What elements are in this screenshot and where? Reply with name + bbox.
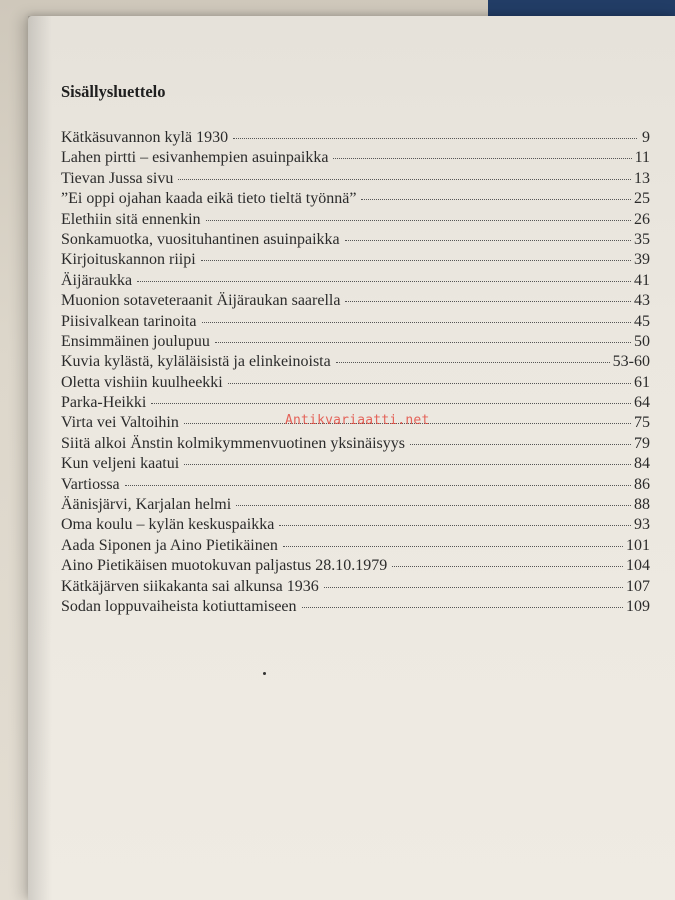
toc-entry-title: Sodan loppuvaiheista kotiuttamiseen bbox=[61, 597, 297, 615]
toc-entry bbox=[61, 598, 650, 618]
dot-leader bbox=[410, 444, 631, 445]
dot-leader bbox=[345, 301, 631, 302]
toc-entry bbox=[61, 455, 650, 475]
toc-entry bbox=[61, 435, 650, 455]
toc-entry-page: 107 bbox=[626, 577, 650, 595]
toc-list bbox=[61, 129, 650, 618]
toc-entry bbox=[61, 313, 650, 333]
toc-entry-title: Tievan Jussa sivu bbox=[61, 169, 174, 187]
toc-entry-page: 39 bbox=[634, 251, 650, 269]
dot-leader bbox=[279, 525, 631, 526]
dot-leader bbox=[324, 587, 623, 588]
dot-leader bbox=[336, 362, 610, 363]
toc-entry-title: Kätkäjärven siikakanta sai alkunsa 1936 bbox=[61, 577, 319, 595]
dot-leader bbox=[302, 607, 623, 608]
toc-entry-title: Kätkäsuvannon kylä 1930 bbox=[61, 129, 229, 146]
toc-entry-title: Äijäraukka bbox=[61, 271, 133, 289]
toc-entry-page: 64 bbox=[634, 394, 650, 412]
toc-entry-title: ”Ei oppi ojahan kaada eikä tieto tieltä työnnä” bbox=[61, 190, 357, 208]
toc-entry bbox=[61, 516, 650, 536]
toc-entry bbox=[61, 578, 650, 598]
toc-entry bbox=[61, 231, 650, 251]
dot-leader bbox=[236, 505, 631, 506]
toc-entry-page: 26 bbox=[634, 210, 650, 228]
dot-leader bbox=[215, 342, 631, 343]
dot-leader bbox=[345, 240, 631, 241]
toc-entry bbox=[61, 129, 650, 149]
toc-entry-page: 79 bbox=[634, 434, 650, 452]
toc-entry bbox=[61, 353, 650, 373]
dot-leader bbox=[184, 464, 631, 465]
toc-entry-page: 84 bbox=[634, 455, 650, 473]
toc-entry-title: Oletta vishiin kuulheekki bbox=[61, 373, 223, 391]
dot-leader bbox=[333, 158, 631, 159]
toc-entry-page: 11 bbox=[634, 149, 650, 167]
toc-entry bbox=[61, 251, 650, 271]
dot-leader bbox=[202, 322, 631, 323]
toc-entry-title: Kun veljeni kaatui bbox=[61, 455, 180, 473]
toc-entry-page: 75 bbox=[634, 414, 650, 432]
toc-entry-title: Sonkamuotka, vuosituhantinen asuinpaikka bbox=[61, 230, 340, 248]
toc-entry-page: 61 bbox=[634, 373, 650, 391]
toc-entry-page: 43 bbox=[634, 292, 650, 310]
dot-leader bbox=[201, 260, 631, 261]
dot-leader bbox=[361, 199, 631, 200]
toc-entry-title: Virta vei Valtoihin bbox=[61, 414, 179, 432]
toc-entry bbox=[61, 496, 650, 516]
dot-leader bbox=[228, 383, 631, 384]
dot-leader bbox=[206, 220, 631, 221]
dot-leader bbox=[283, 546, 623, 547]
toc-entry-title: Aino Pietikäisen muotokuvan paljastus 28.10.1979 bbox=[61, 557, 388, 575]
toc-entry-page: 25 bbox=[634, 190, 650, 208]
toc-entry-page: 104 bbox=[626, 557, 650, 575]
toc-entry-page: 86 bbox=[634, 475, 650, 493]
dot-leader bbox=[392, 566, 623, 567]
toc-entry-page: 53-60 bbox=[612, 353, 650, 371]
toc-entry bbox=[61, 537, 650, 557]
toc-entry-title: Piisivalkean tarinoita bbox=[61, 312, 197, 330]
dot-leader bbox=[178, 179, 631, 180]
toc-entry bbox=[61, 170, 650, 190]
toc-entry-page: 50 bbox=[634, 332, 650, 350]
toc-entry-title: Vartiossa bbox=[61, 475, 120, 493]
toc-entry-title: Siitä alkoi Änstin kolmikymmenvuotinen yksinäisyys bbox=[61, 434, 405, 452]
toc-entry-title: Kirjoituskannon riipi bbox=[61, 251, 196, 269]
dot-leader bbox=[233, 138, 637, 139]
toc-entry-page: 45 bbox=[634, 312, 650, 330]
watermark: Antikvariaatti.net bbox=[285, 413, 430, 428]
toc-entry bbox=[61, 476, 650, 496]
toc-entry-title: Muonion sotaveteraanit Äijäraukan saarella bbox=[61, 292, 341, 310]
toc-entry-title: Elethiin sitä ennenkin bbox=[61, 210, 201, 228]
toc-heading: Sisällysluettelo bbox=[61, 82, 166, 101]
toc-entry-title: Äänisjärvi, Karjalan helmi bbox=[61, 496, 232, 514]
toc-entry bbox=[61, 272, 650, 292]
toc-entry-title: Lahen pirtti – esivanhempien asuinpaikka bbox=[61, 149, 329, 167]
toc-entry-page: 101 bbox=[626, 536, 650, 554]
toc-entry bbox=[61, 333, 650, 353]
toc-entry bbox=[61, 211, 650, 231]
toc-entry-title: Ensimmäinen joulupuu bbox=[61, 332, 210, 350]
toc-entry-title: Aada Siponen ja Aino Pietikäinen bbox=[61, 536, 278, 554]
toc-entry-page: 41 bbox=[634, 271, 650, 289]
toc-entry-title: Parka-Heikki bbox=[61, 394, 147, 412]
toc-entry-page: 109 bbox=[626, 597, 650, 615]
dot-leader bbox=[125, 485, 631, 486]
toc-entry-page: 13 bbox=[634, 169, 650, 187]
toc-entry bbox=[61, 374, 650, 394]
book-page bbox=[28, 16, 675, 900]
toc-entry-title: Oma koulu – kylän keskuspaikka bbox=[61, 516, 275, 534]
dot-leader bbox=[137, 281, 631, 282]
toc-entry bbox=[61, 394, 650, 414]
toc-entry-page: 9 bbox=[642, 129, 650, 146]
toc-entry-title: Kuvia kylästä, kyläläisistä ja elinkeinoista bbox=[61, 353, 331, 371]
toc-entry bbox=[61, 292, 650, 312]
toc-entry-page: 35 bbox=[634, 230, 650, 248]
dot-leader bbox=[151, 403, 631, 404]
toc-entry-page: 88 bbox=[634, 496, 650, 514]
toc-entry-page: 93 bbox=[634, 516, 650, 534]
ink-speck bbox=[263, 672, 266, 675]
toc-entry bbox=[61, 557, 650, 577]
toc-entry bbox=[61, 149, 650, 169]
toc-entry bbox=[61, 190, 650, 210]
